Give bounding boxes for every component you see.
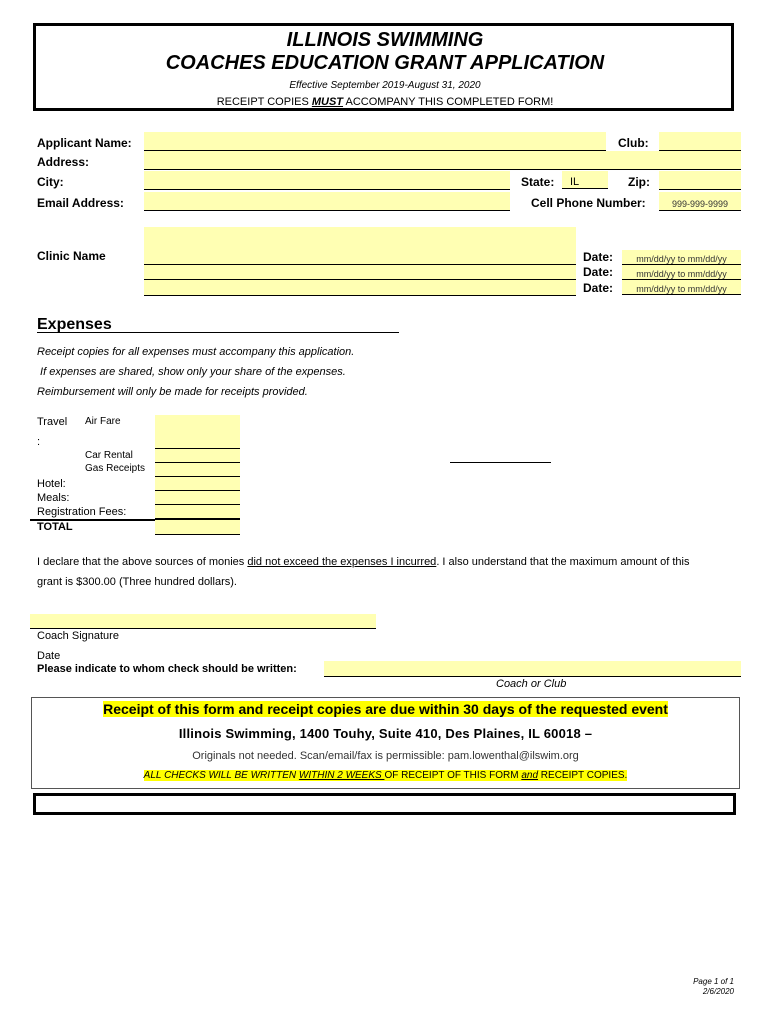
car-rental-field[interactable]: [155, 449, 240, 463]
air-fare-field[interactable]: [155, 415, 240, 449]
expenses-heading: Expenses: [37, 316, 399, 333]
travel-label: Travel: [37, 416, 68, 428]
hotel-field[interactable]: [155, 477, 240, 491]
expenses-note-2: If expenses are shared, show only your share of the expenses.: [37, 366, 346, 378]
club-label: Club:: [618, 136, 649, 150]
form-title: ILLINOIS SWIMMING: [286, 29, 484, 51]
originals-note: Originals not needed. Scan/email/fax is permissible: pam.lowenthal@ilswim.org: [192, 750, 579, 762]
date-label-1: Date:: [583, 250, 614, 264]
coach-signature-field[interactable]: [30, 614, 376, 629]
page-number: Page 1 of 1: [693, 977, 734, 986]
total-label: TOTAL: [37, 521, 73, 533]
zip-field[interactable]: [659, 171, 741, 190]
clinic-date-field-3[interactable]: mm/dd/yy to mm/dd/yy: [622, 280, 741, 295]
check-payee-field[interactable]: [324, 661, 741, 677]
coach-signature-label: Coach Signature: [37, 630, 119, 642]
page-date: 2/6/2020: [702, 987, 734, 996]
meals-field[interactable]: [155, 491, 240, 505]
applicant-name-label: Applicant Name:: [37, 136, 132, 150]
email-label: Email Address:: [37, 196, 124, 210]
gas-receipts-label: Gas Receipts: [85, 463, 146, 474]
effective-date: Effective September 2019-August 31, 2020: [289, 80, 481, 91]
declaration-line-2: grant is $300.00 (Three hundred dollars).: [37, 576, 237, 588]
date-label: Date: [37, 650, 61, 662]
declaration-line-1: I declare that the above sources of monies did not exceed the expenses I incurred. I also understand that the maximum amount of this: [37, 556, 690, 568]
clinic-date-field-1[interactable]: mm/dd/yy to mm/dd/yy: [622, 250, 741, 265]
clinic-name-label: Clinic Name: [37, 249, 106, 263]
car-rental-label: Car Rental: [85, 450, 133, 461]
applicant-name-field[interactable]: [144, 132, 606, 151]
expenses-note-3: Reimbursement will only be made for receipts provided.: [37, 386, 308, 398]
extra-line: [450, 462, 551, 463]
clinic-date-field-2[interactable]: mm/dd/yy to mm/dd/yy: [622, 265, 741, 280]
checks-notice: ALL CHECKS WILL BE WRITTEN WITHIN 2 WEEKS OF RECEIPT OF THIS FORM and RECEIPT COPIES.: [143, 770, 628, 781]
mailing-address: Illinois Swimming, 1400 Touhy, Suite 410, Des Plaines, IL 60018 –: [178, 726, 593, 741]
phone-label: Cell Phone Number:: [531, 196, 646, 210]
expenses-note-1: Receipt copies for all expenses must accompany this application.: [37, 346, 355, 358]
club-field[interactable]: [659, 132, 741, 151]
total-field[interactable]: [155, 520, 240, 535]
clinic-name-line-3: [144, 279, 576, 296]
air-fare-label: Air Fare: [85, 416, 121, 427]
due-notice: Receipt of this form and receipt copies are due within 30 days of the requested event: [103, 701, 668, 717]
city-label: City:: [37, 175, 64, 189]
state-field[interactable]: IL: [562, 171, 608, 189]
meals-label: Meals:: [37, 492, 70, 504]
empty-box: [33, 793, 736, 815]
state-label: State:: [521, 175, 555, 189]
address-label: Address:: [37, 155, 90, 169]
receipt-notice: RECEIPT COPIES MUST ACCOMPANY THIS COMPLETED FORM!: [216, 96, 554, 108]
travel-colon: :: [37, 436, 41, 448]
date-label-2: Date:: [583, 265, 614, 279]
address-field[interactable]: [144, 151, 741, 170]
check-payee-label: Please indicate to whom check should be written:: [37, 663, 297, 675]
registration-field[interactable]: [155, 505, 240, 519]
phone-field[interactable]: 999-999-9999: [659, 192, 741, 211]
registration-label: Registration Fees:: [37, 506, 127, 518]
clinic-name-line-2: [144, 264, 576, 280]
hotel-label: Hotel:: [37, 478, 66, 490]
date-label-3: Date:: [583, 281, 614, 295]
zip-label: Zip:: [628, 175, 650, 189]
city-field[interactable]: [144, 171, 510, 190]
gas-receipts-field[interactable]: [155, 463, 240, 477]
clinic-name-line-1: [144, 248, 576, 265]
form-subtitle: COACHES EDUCATION GRANT APPLICATION: [165, 52, 605, 74]
coach-or-club-caption: Coach or Club: [496, 678, 567, 690]
email-field[interactable]: [144, 192, 510, 211]
